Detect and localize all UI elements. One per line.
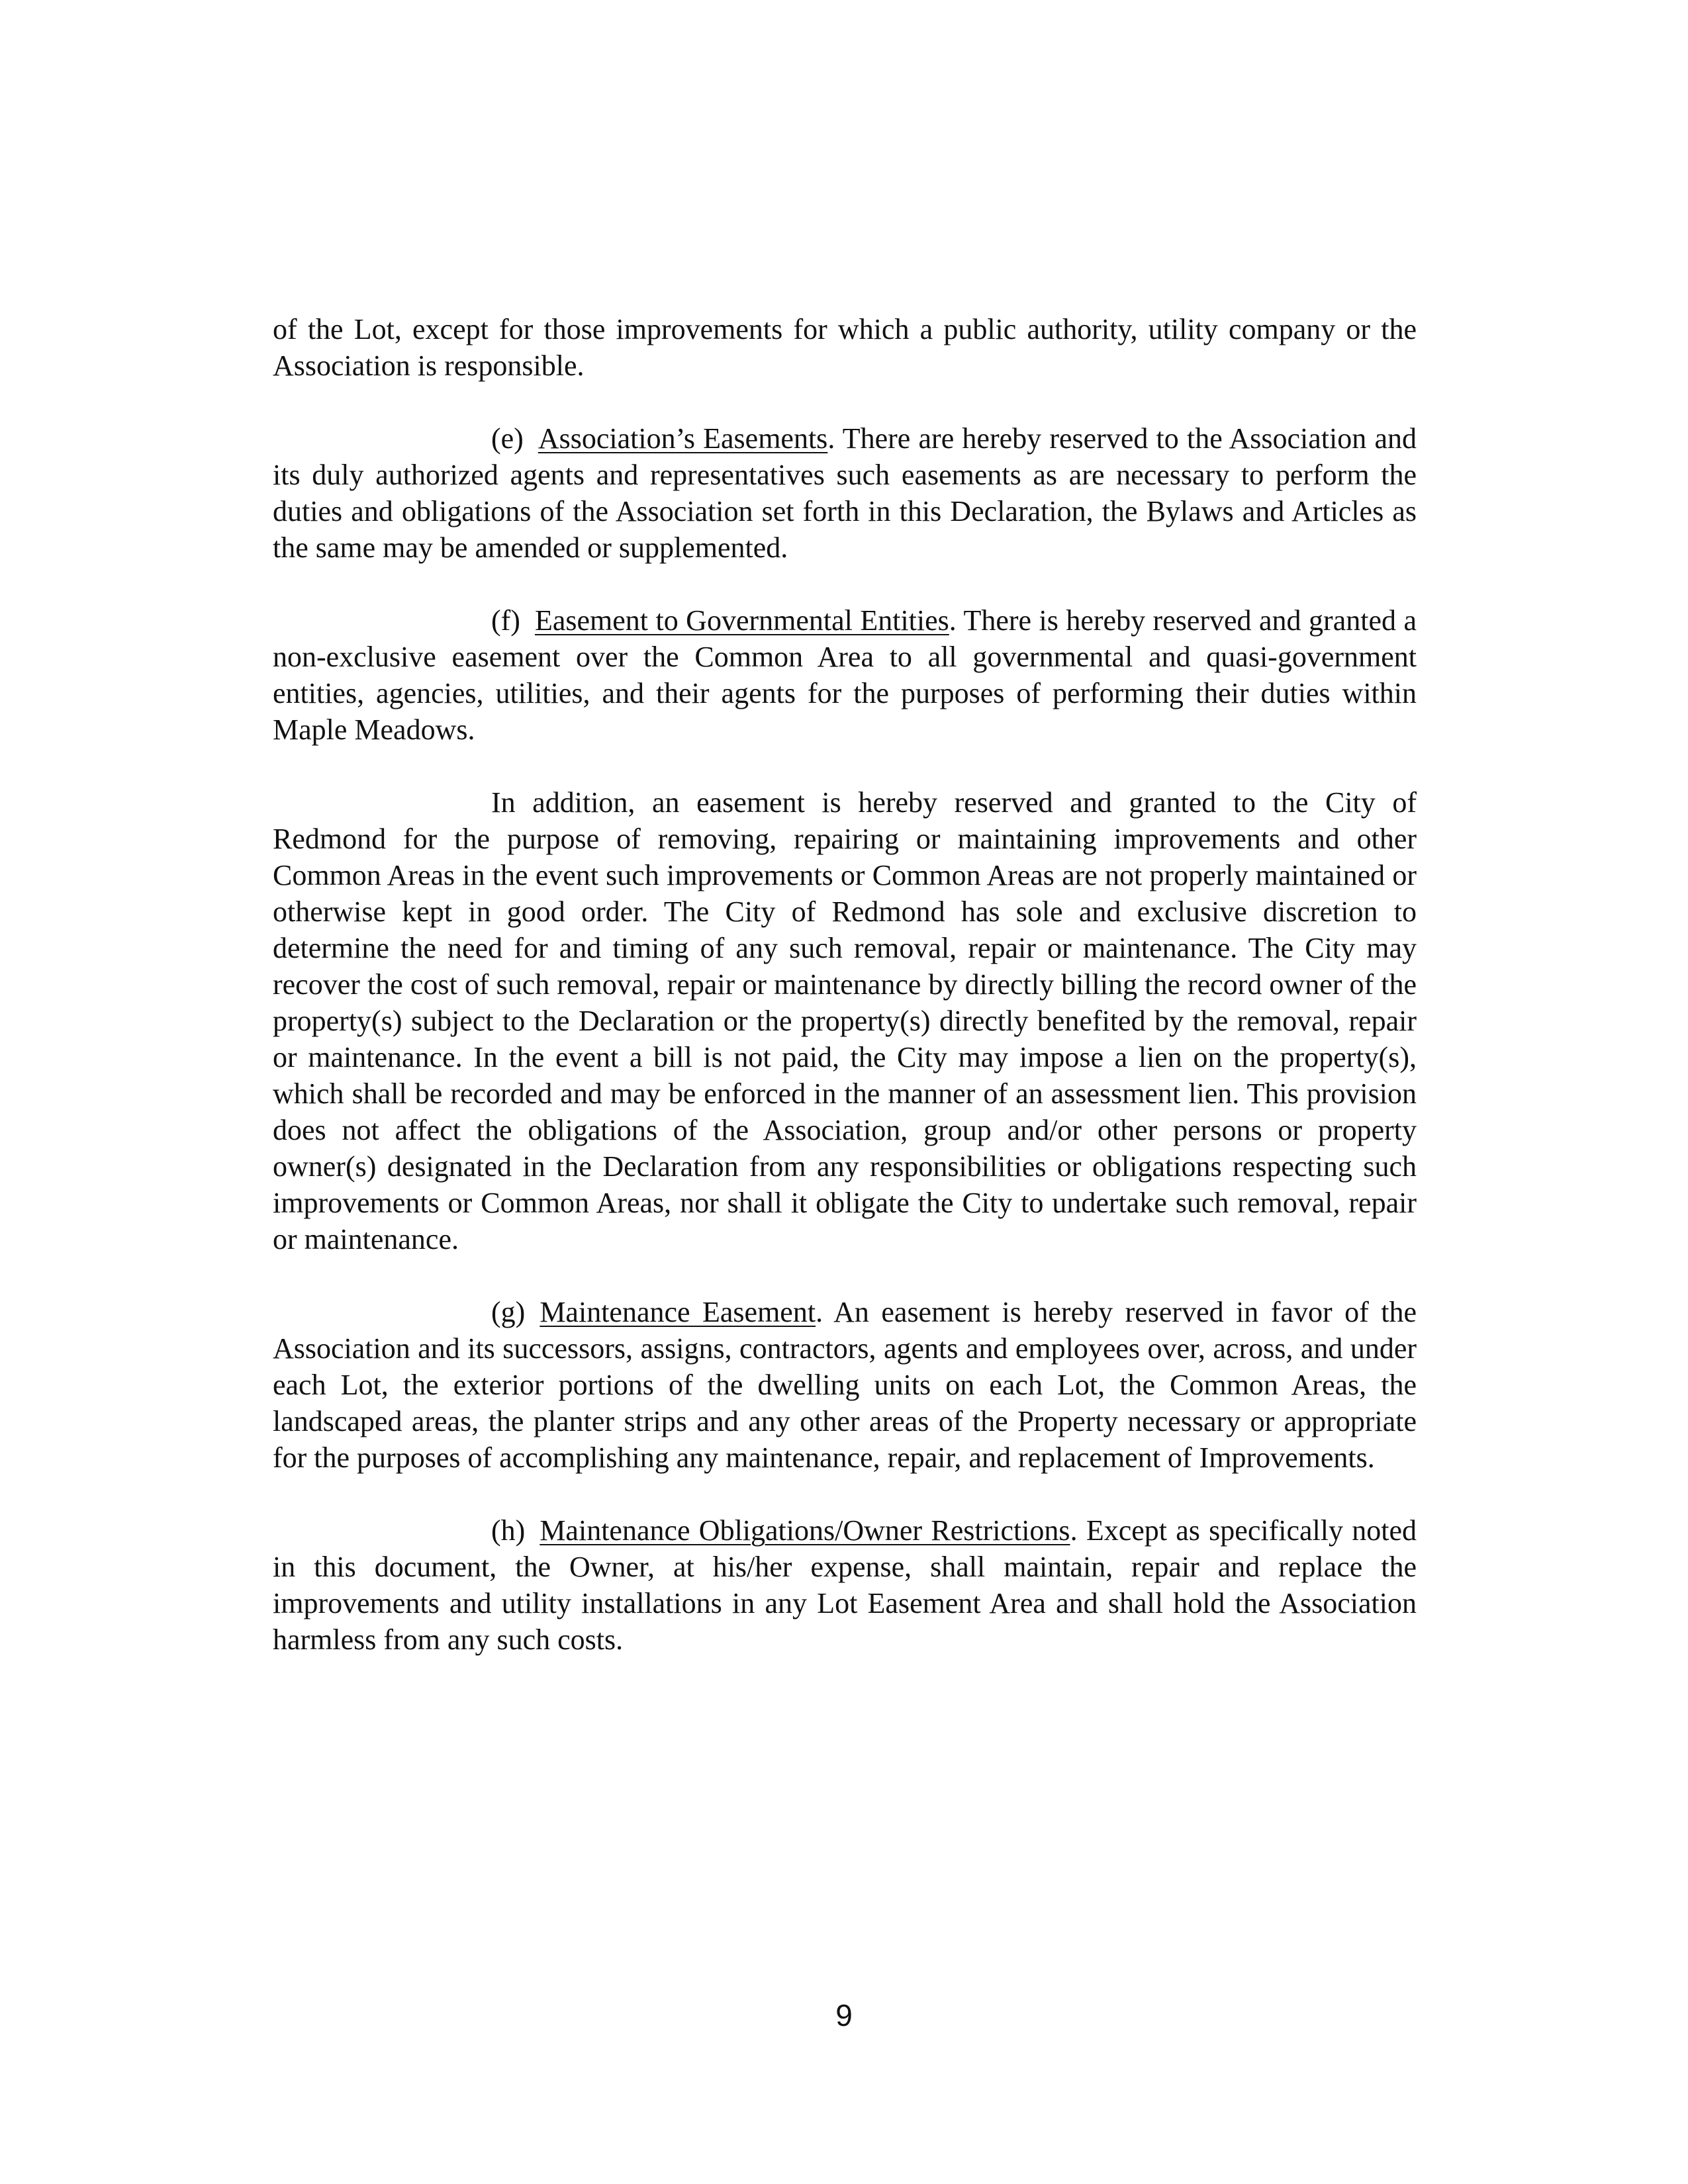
section-text: . An easement is hereby reserved in favor of the Association and its successors, assigns, contractors, agents and employees over, across, and under each Lot, the exterior portions of the dwelling units on each Lot, the Common Areas, the landscaped areas, the planter strips and any other areas of the Property necessary or appropriate for the purposes of accomplishing any maintenance, repair, and replacement of Improvements. <box>273 1296 1417 1474</box>
section-heading: Maintenance Easement <box>539 1296 816 1328</box>
section-label: (e) <box>491 422 524 455</box>
section-heading: Maintenance Obligations/Owner Restrictions <box>539 1514 1070 1547</box>
section-e-associations-easements <box>273 420 1417 566</box>
section-label: (h) <box>491 1514 526 1547</box>
section-label: (g) <box>491 1296 526 1328</box>
section-g-maintenance-easement <box>273 1294 1417 1476</box>
section-text: . Except as specifically noted in this document, the Owner, at his/her expense, shall maintain, repair and replace the improvements and utility installations in any Lot Easement Area and shall hold the Association harmless from any such costs. <box>273 1514 1417 1656</box>
section-label: (f) <box>491 604 520 637</box>
continuation-paragraph: of the Lot, except for those improvements for which a public authority, utility company or the Association is responsible. <box>273 313 1417 382</box>
section-heading: Easement to Governmental Entities <box>534 604 949 637</box>
section-h-maintenance-obligations <box>273 1512 1417 1658</box>
section-heading: Association’s Easements <box>538 422 828 455</box>
body-text <box>273 311 1417 1694</box>
section-text: . There is hereby reserved and granted a non-exclusive easement over the Common Area to all governmental and quasi-government entities, agencies, utilities, and their agents for the purposes of performing their duties within Maple Meadows. <box>273 604 1417 746</box>
page-number: 9 <box>835 1998 853 2032</box>
city-of-redmond-paragraph: In addition, an easement is hereby reserved and granted to the City of Redmond for the purpose of removing, repairing or maintaining improvements and other Common Areas in the event such improvements or Common Areas are not properly maintained or otherwise kept in good order. The City of Redmond has sole and exclusive discretion to determine the need for and timing of any such removal, repair or maintenance. The City may recover the cost of such removal, repair or maintenance by directly billing the record owner of the property(s) subject to the Declaration or the property(s) directly benefited by the removal, repair or maintenance. In the event a bill is not paid, the City may impose a lien on the property(s), which shall be recorded and may be enforced in the manner of an assessment lien. This provision does not affect the obligations of the Association, group and/or other persons or property owner(s) designated in the Declaration from any responsibilities or obligations respecting such improvements or Common Areas, nor shall it obligate the City to undertake such removal, repair or maintenance. <box>273 786 1417 1255</box>
section-text: . There are hereby reserved to the Association and its duly authorized agents and representatives such easements as are necessary to perform the duties and obligations of the Association set forth in this Declaration, the Bylaws and Articles as the same may be amended or supplemented. <box>273 422 1417 564</box>
section-f-governmental-easement <box>273 602 1417 748</box>
